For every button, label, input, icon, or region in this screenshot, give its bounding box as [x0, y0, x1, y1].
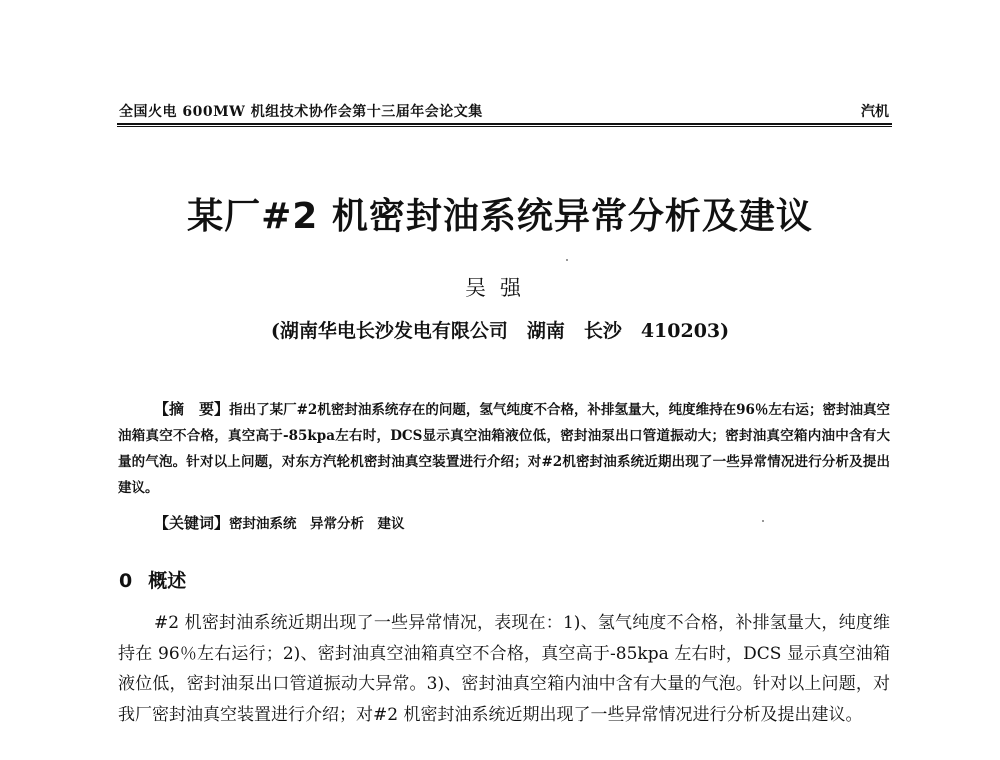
affiliation: (湖南华电长沙发电有限公司 湖南 长沙 410203): [270, 320, 730, 342]
section-number: 0: [119, 570, 133, 592]
body-paragraph: #2 机密封油系统近期出现了一些异常情况，表现在：1)、氢气纯度不合格，补排氢量大，纯度维持在 96％左右运行；2)、密封油真空油箱真空不合格，真空高于-85kpa 左右时，DCS 显示真空油箱液位低，密封油泵出口管道振动大异常。3)、密封油真空箱内油中含有大量的气泡。针对以上问题，对我厂密封油真空装置进行介绍；对#2 机密封油系统近期出现了一些异常情况进行分析及提出建议。: [118, 613, 890, 725]
header-rule: [117, 123, 892, 127]
keywords-label: 【关键词】: [154, 514, 230, 532]
header-right-text: 汽机: [861, 104, 889, 120]
section-heading: [119, 566, 186, 593]
keywords-line: [154, 510, 405, 537]
keywords-text: 密封油系统 异常分析 建议: [229, 516, 405, 532]
header-left-text: 全国火电 600MW 机组技术协作会第十三届年会论文集: [119, 104, 483, 120]
scan-speck: [762, 520, 764, 522]
abstract-label: 【摘 要】: [154, 400, 230, 418]
scan-speck: [566, 259, 568, 261]
section-title: 概述: [148, 570, 187, 592]
abstract-paragraph: [118, 396, 890, 501]
author-name: 吴强: [465, 276, 535, 300]
paper-title: 某厂#2 机密封油系统异常分析及建议: [187, 196, 813, 237]
abstract-text: 指出了某厂#2机密封油系统存在的问题，氢气纯度不合格，补排氢量大，纯度维持在96％左右运；密封油真空油箱真空不合格，真空高于-85kpa左右时，DCS显示真空油箱液位低，密封油泵出口管道振动大；密封油真空箱内油中含有大量的气泡。针对以上问题，对东方汽轮机密封油真空装置进行介绍；对#2机密封油系统近期出现了一些异常情况进行分析及提出建议。: [118, 402, 890, 496]
